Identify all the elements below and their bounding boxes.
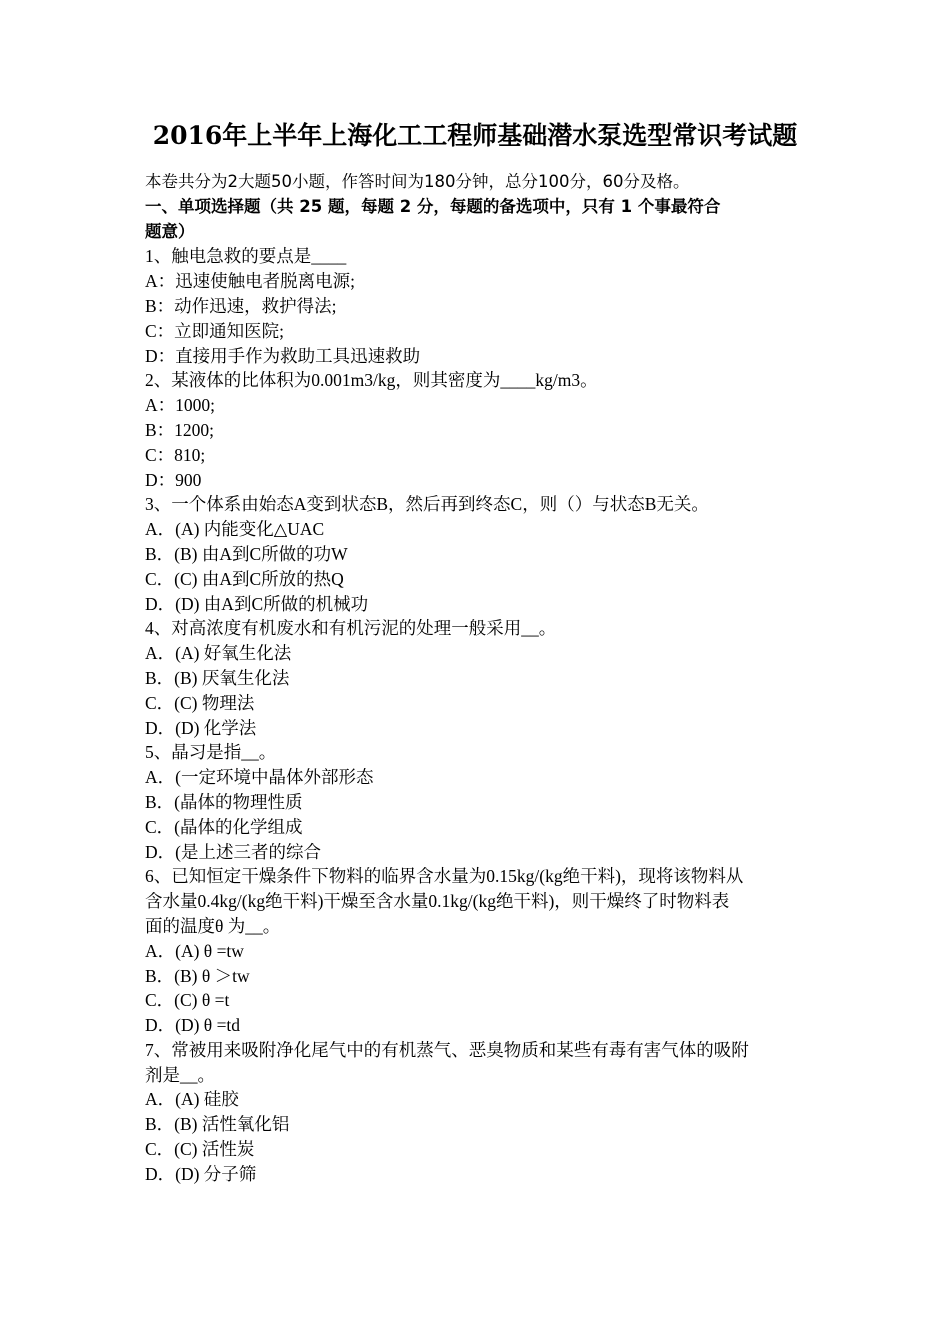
answer-option: B．(B) 厌氧生化法 — [145, 667, 290, 688]
question-stem: 6、已知恒定干燥条件下物料的临界含水量为0.15kg/(kg绝干料)，现将该物料从 — [145, 866, 744, 887]
answer-option: C：810; — [145, 444, 206, 465]
question-stem: 3、一个体系由始态A变到状态B，然后再到终态C，则（）与状态B无关。 — [145, 494, 709, 515]
question-item — [145, 616, 815, 740]
answer-option: D．(D) 分子筛 — [145, 1163, 257, 1184]
question-stem: 7、常被用来吸附净化尾气中的有机蒸气、恶臭物质和某些有毒有害气体的吸附 — [145, 1039, 749, 1060]
question-item — [145, 1038, 815, 1187]
exam-intro: 本卷共分为2大题50小题，作答时间为180分钟，总分100分，60分及格。 — [145, 172, 690, 191]
question-stem: 含水量0.4kg/(kg绝干料)干燥至含水量0.1kg/(kg绝干料)，则干燥终了时物料表 — [145, 891, 730, 912]
answer-option: D．(D) 化学法 — [145, 717, 257, 738]
answer-option: A．(A) 内能变化△UAC — [145, 519, 325, 540]
question-stem: 1、触电急救的要点是____ — [145, 246, 347, 267]
question-list — [145, 244, 815, 1186]
answer-option: C．(C) θ =t — [145, 990, 230, 1011]
answer-option: D：直接用手作为救助工具迅速救助 — [145, 345, 421, 366]
section-heading-line-1: 一、单项选择题（共 25 题，每题 2 分，每题的备选项中，只有 1 个事最符合 — [145, 196, 721, 216]
answer-option: B：1200; — [145, 419, 215, 440]
answer-option: D．(是上述三者的综合 — [145, 841, 321, 862]
answer-option: C．(C) 物理法 — [145, 692, 255, 713]
question-item — [145, 492, 815, 616]
answer-option: D．(D) θ =td — [145, 1015, 241, 1036]
answer-option: A．(A) 硅胶 — [145, 1089, 239, 1110]
page-title: 2016年上半年上海化工工程师基础潜水泵选型常识考试题 — [152, 121, 798, 150]
answer-option: C：立即通知医院; — [145, 320, 285, 341]
answer-option: D．(D) 由A到C所做的机械功 — [145, 593, 369, 614]
answer-option: A：1000; — [145, 395, 215, 416]
answer-option: B．(B) θ ＞tw — [145, 965, 250, 986]
answer-option: B：动作迅速，救护得法; — [145, 295, 337, 316]
document-body — [145, 170, 815, 1187]
answer-option: A．(A) 好氧生化法 — [145, 643, 292, 664]
answer-option: A：迅速使触电者脱离电源; — [145, 271, 355, 292]
question-item — [145, 368, 815, 492]
question-stem: 剂是__。 — [145, 1064, 215, 1085]
answer-option: B．(B) 由A到C所做的功W — [145, 543, 348, 564]
answer-option: B．(B) 活性氧化铝 — [145, 1114, 290, 1135]
answer-option: C．(C) 由A到C所放的热Q — [145, 568, 344, 589]
answer-option: C．(晶体的化学组成 — [145, 816, 303, 837]
answer-option: A．(A) θ =tw — [145, 940, 244, 961]
question-stem: 5、晶习是指__。 — [145, 742, 277, 763]
question-stem: 面的温度θ 为__。 — [145, 915, 281, 936]
answer-option: D：900 — [145, 469, 202, 490]
question-stem: 2、某液体的比体积为0.001m3/kg，则其密度为____kg/m3。 — [145, 370, 598, 391]
answer-option: C．(C) 活性炭 — [145, 1139, 255, 1160]
question-item — [145, 740, 815, 864]
question-stem: 4、对高浓度有机废水和有机污泥的处理一般采用__。 — [145, 618, 557, 639]
section-heading-line-2: 题意） — [145, 221, 195, 241]
answer-option: B．(晶体的物理性质 — [145, 791, 303, 812]
answer-option: A．(一定环境中晶体外部形态 — [145, 767, 374, 788]
question-item — [145, 864, 815, 1038]
question-item — [145, 244, 815, 368]
